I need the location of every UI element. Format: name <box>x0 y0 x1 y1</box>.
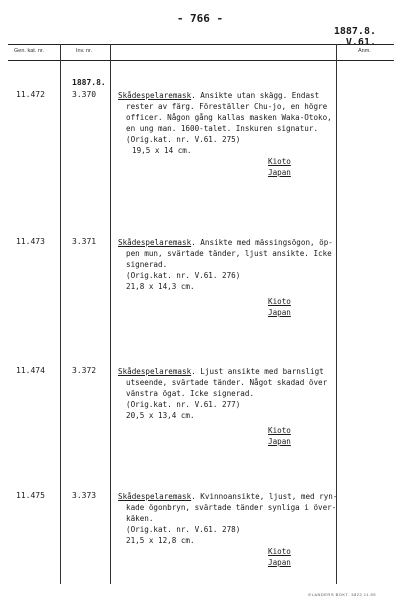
description-line: signerad. <box>126 260 168 269</box>
object-name: Skådespelaremask <box>118 91 192 100</box>
inv-number: 3.371 <box>72 237 97 246</box>
place-city: Kioto <box>268 157 291 166</box>
gen-number: 11.473 <box>16 237 45 246</box>
place-country: Japan <box>268 168 291 177</box>
object-name: Skådespelaremask <box>118 492 192 501</box>
object-name: Skådespelaremask <box>118 238 192 247</box>
dimensions: 21,5 x 12,8 cm. <box>126 536 195 545</box>
description-line: käken. <box>126 514 154 523</box>
gen-number: 11.475 <box>16 491 45 500</box>
place-country: Japan <box>268 437 291 446</box>
description-line: . Ljust ansikte med barnsligt <box>191 367 324 376</box>
column-divider-inv <box>110 44 111 584</box>
entry-description <box>118 366 340 447</box>
reference-collection: V.61. <box>345 37 376 48</box>
description-line: en ung man. 1600-talet. Inskuren signatur. <box>126 124 319 133</box>
entry-description <box>118 90 340 178</box>
place-city: Kioto <box>268 547 291 556</box>
description-line: vänstra ögat. Icke signerad. <box>126 389 255 398</box>
inv-number: 3.373 <box>72 491 97 500</box>
description-line: kade ögonbryn, svärtade tänder synliga i över- <box>126 503 337 512</box>
description-line: pen mun, svärtade tänder, ljust ansikte. Icke <box>126 249 332 258</box>
description-line: . Ansikte utan skägg. Endast <box>191 91 320 100</box>
page-number: - 766 - <box>176 12 224 25</box>
description-line: . Kvinnoansikte, ljust, med ryn- <box>191 492 338 501</box>
dimensions: 20,5 x 13,4 cm. <box>126 411 195 420</box>
column-divider-gen <box>60 44 61 584</box>
column-header-anm: Anm. <box>358 48 371 54</box>
description-line: officer. Någon gång kallas masken Waka-Otoko, <box>126 113 332 122</box>
place-city: Kioto <box>268 426 291 435</box>
entry-description <box>118 237 340 318</box>
gen-number: 11.474 <box>16 366 45 375</box>
dimensions: 19,5 x 14 cm. <box>132 146 192 155</box>
object-name: Skådespelaremask <box>118 367 192 376</box>
accession-year: 1887.8. <box>72 78 106 87</box>
original-catalog-ref: (Orig.kat. nr. V.61. 276) <box>126 271 241 280</box>
place-country: Japan <box>268 308 291 317</box>
reference-year: 1887.8. <box>333 26 376 37</box>
entry-description <box>118 491 340 568</box>
place-country: Japan <box>268 558 291 567</box>
column-header-gen: Gen. kat. nr. <box>14 48 44 54</box>
inv-number: 3.372 <box>72 366 97 375</box>
gen-number: 11.472 <box>16 90 45 99</box>
printer-imprint: ELANDERS BOKT. 3822 11.59 <box>308 592 376 597</box>
dimensions: 21,8 x 14,3 cm. <box>126 282 195 291</box>
original-catalog-ref: (Orig.kat. nr. V.61. 277) <box>126 400 241 409</box>
original-catalog-ref: (Orig.kat. nr. V.61. 278) <box>126 525 241 534</box>
description-line: utseende, svärtade tänder. Något skadad över <box>126 378 328 387</box>
inv-number: 3.370 <box>72 90 97 99</box>
description-line: . Ansikte med mässingsögon, öp- <box>191 238 333 247</box>
place-city: Kioto <box>268 297 291 306</box>
description-line: rester av färg. Föreställer Chu-jo, en högre <box>126 102 328 111</box>
original-catalog-ref: (Orig.kat. nr. V.61. 275) <box>126 135 241 144</box>
column-header-inv: Inv. nr. <box>76 48 93 54</box>
